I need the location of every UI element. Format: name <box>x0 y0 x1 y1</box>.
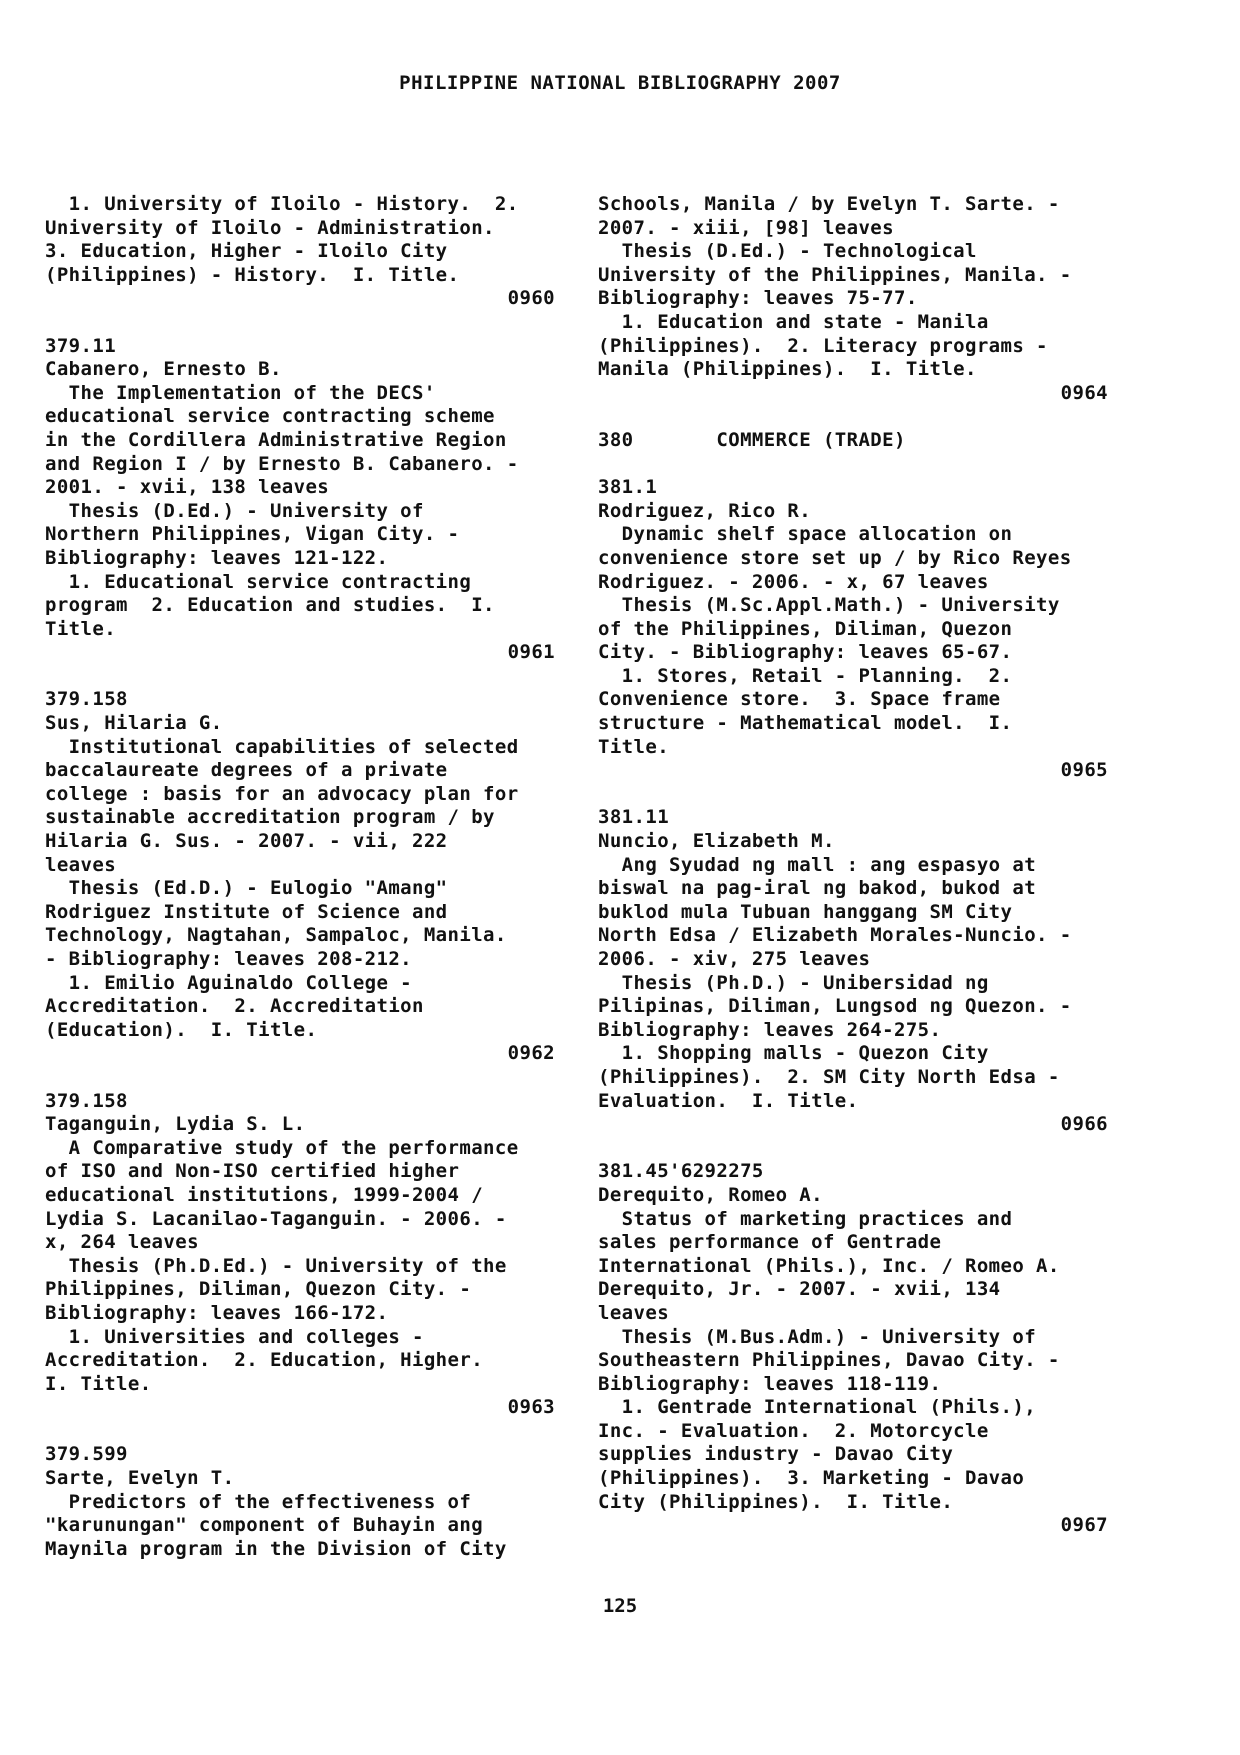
entry-line: of ISO and Non-ISO certified higher <box>45 1160 460 1183</box>
entry-line: Taganguin, Lydia S. L. <box>45 1113 306 1136</box>
entry-line: 1. Stores, Retail - Planning. 2. <box>598 664 1013 687</box>
entry-line: leaves <box>45 853 117 876</box>
bibliography-entry <box>598 193 1108 405</box>
entry-line: City. - Bibliography: leaves 65-67. <box>598 641 1013 664</box>
entry-number: 0960 <box>507 287 555 310</box>
entry-line: Thesis (Ed.D.) - Eulogio "Amang" <box>45 877 448 900</box>
entry-line: Southeastern Philippines, Davao City. - <box>598 1349 1060 1372</box>
entry-line: 379.599 <box>45 1443 128 1466</box>
entry-line: 381.45'6292275 <box>598 1160 764 1183</box>
entry-line: Derequito, Romeo A. <box>598 1183 823 1206</box>
entry-line: Bibliography: leaves 121-122. <box>45 546 389 569</box>
entry-line: North Edsa / Elizabeth Morales-Nuncio. - <box>598 924 1072 947</box>
entry-line: of the Philippines, Diliman, Quezon <box>598 617 1013 640</box>
bibliography-entry <box>45 688 555 1066</box>
entry-line: (Philippines) - History. I. Title. <box>45 263 460 286</box>
entry-line: Inc. - Evaluation. 2. Motorcycle <box>598 1419 989 1442</box>
entry-line: Schools, Manila / by Evelyn T. Sarte. - <box>598 193 1060 215</box>
entry-line: Ang Syudad ng mall : ang espasyo at <box>598 853 1037 876</box>
entry-line: 1. Emilio Aguinaldo College - <box>45 971 413 994</box>
entry-line: x, 264 leaves <box>45 1231 199 1254</box>
entry-line: Rodriguez. - 2006. - x, 67 leaves <box>598 570 989 593</box>
entry-line: Nuncio, Elizabeth M. <box>598 830 835 853</box>
entry-line: Technology, Nagtahan, Sampaloc, Manila. <box>45 924 507 947</box>
entry-line: college : basis for an advocacy plan for <box>45 782 519 805</box>
entry-line: leaves <box>598 1301 670 1324</box>
entry-line: 3. Education, Higher - Iloilo City <box>45 240 448 263</box>
entry-line: Bibliography: leaves 166-172. <box>45 1301 389 1324</box>
entry-line: structure - Mathematical model. I. <box>598 712 1013 735</box>
entry-line: International (Phils.), Inc. / Romeo A. <box>598 1254 1060 1277</box>
entry-line: (Education). I. Title. <box>45 1018 318 1041</box>
entry-line: Rodriguez Institute of Science and <box>45 900 448 923</box>
entry-line: Thesis (M.Sc.Appl.Math.) - University <box>598 594 1060 617</box>
bibliography-entry <box>45 335 555 665</box>
entry-line: sustainable accreditation program / by <box>45 806 495 829</box>
entry-line: and Region I / by Ernesto B. Cabanero. - <box>45 452 519 475</box>
entry-number: 0964 <box>1060 381 1108 404</box>
entry-line: supplies industry - Davao City <box>598 1443 954 1466</box>
entry-number: 0961 <box>507 641 555 664</box>
entry-line: 2006. - xiv, 275 leaves <box>598 948 871 970</box>
entry-line: City (Philippines). I. Title. <box>598 1490 954 1513</box>
entry-line: (Philippines). 2. Literacy programs - <box>598 334 1048 357</box>
entry-line: Northern Philippines, Vigan City. - <box>45 523 460 546</box>
entry-line: Maynila program in the Division of City <box>45 1537 507 1560</box>
entry-line: Lydia S. Lacanilao-Taganguin. - 2006. - <box>45 1207 507 1230</box>
entry-line: educational service contracting scheme <box>45 405 495 428</box>
entry-line: Institutional capabilities of selected <box>45 735 519 758</box>
entry-number: 0966 <box>1060 1113 1108 1136</box>
entry-line: 1. University of Iloilo - History. 2. <box>45 193 519 215</box>
page-number: 125 <box>602 1595 638 1617</box>
entry-line: 2007. - xiii, [98] leaves <box>598 216 894 239</box>
entry-line: Convenience store. 3. Space frame <box>598 688 1001 711</box>
bibliography-entry <box>45 1090 555 1420</box>
entry-line: Hilaria G. Sus. - 2007. - vii, 222 <box>45 830 448 853</box>
entry-line: Thesis (D.Ed.) - Technological <box>598 240 977 263</box>
entry-line: - Bibliography: leaves 208-212. <box>45 948 413 970</box>
entry-line: 379.158 <box>45 688 128 711</box>
entry-line: The Implementation of the DECS' <box>45 381 436 404</box>
bibliography-entry <box>598 429 1108 453</box>
bibliography-entry <box>45 1443 555 1561</box>
entry-line: 1. Educational service contracting <box>45 570 472 593</box>
entry-line: Title. <box>598 735 670 758</box>
entry-line: biswal na pag-iral ng bakod, bukod at <box>598 877 1037 900</box>
entry-line: Accreditation. 2. Accreditation <box>45 995 424 1018</box>
entry-line: (Philippines). 2. SM City North Edsa - <box>598 1065 1060 1088</box>
entry-number: 0963 <box>507 1396 555 1419</box>
entry-line: 1. Gentrade International (Phils.), <box>598 1396 1037 1419</box>
right-column <box>598 193 1108 1561</box>
entry-line: baccalaureate degrees of a private <box>45 759 448 782</box>
entry-line: Derequito, Jr. - 2007. - xvii, 134 <box>598 1278 1001 1301</box>
left-column <box>45 193 555 1585</box>
entry-line: University of Iloilo - Administration. <box>45 216 495 239</box>
entry-line: Philippines, Diliman, Quezon City. - <box>45 1278 472 1301</box>
entry-line: (Philippines). 3. Marketing - Davao <box>598 1467 1025 1490</box>
entry-line: Title. <box>45 617 117 640</box>
entry-line: 380 COMMERCE (TRADE) <box>598 428 906 451</box>
entry-line: Sus, Hilaria G. <box>45 712 223 735</box>
entry-number: 0962 <box>507 1042 555 1065</box>
entry-line: I. Title. <box>45 1372 152 1395</box>
entry-line: 1. Education and state - Manila <box>598 310 989 333</box>
entry-line: Thesis (Ph.D.Ed.) - University of the <box>45 1254 507 1277</box>
entry-number: 0965 <box>1060 759 1108 782</box>
entry-line: University of the Philippines, Manila. - <box>598 263 1072 286</box>
entry-line: 379.11 <box>45 334 117 357</box>
entry-line: Status of marketing practices and <box>598 1207 1013 1230</box>
entry-line: Evaluation. I. Title. <box>598 1089 859 1112</box>
entry-line: Bibliography: leaves 75-77. <box>598 287 918 310</box>
entry-line: Accreditation. 2. Education, Higher. <box>45 1349 484 1372</box>
entry-line: 381.1 <box>598 476 658 499</box>
entry-line: A Comparative study of the performance <box>45 1136 519 1159</box>
entry-line: "karunungan" component of Buhayin ang <box>45 1514 484 1537</box>
entry-line: Bibliography: leaves 264-275. <box>598 1018 942 1041</box>
entry-line: sales performance of Gentrade <box>598 1231 942 1254</box>
entry-line: Dynamic shelf space allocation on <box>598 523 1013 546</box>
entry-number: 0967 <box>1060 1514 1108 1537</box>
entry-line: Predictors of the effectiveness of <box>45 1490 472 1513</box>
entry-line: 379.158 <box>45 1089 128 1112</box>
entry-line: Bibliography: leaves 118-119. <box>598 1372 942 1395</box>
bibliography-entry <box>598 806 1108 1136</box>
entry-line: educational institutions, 1999-2004 / <box>45 1183 484 1206</box>
bibliography-entry <box>598 1160 1108 1538</box>
page-header: PHILIPPINE NATIONAL BIBLIOGRAPHY 2007 <box>399 72 841 94</box>
entry-line: 2001. - xvii, 138 leaves <box>45 476 330 499</box>
entry-line: Thesis (Ph.D.) - Unibersidad ng <box>598 971 989 994</box>
entry-line: Thesis (D.Ed.) - University of <box>45 499 424 522</box>
entry-line: 381.11 <box>598 806 670 829</box>
bibliography-entry <box>598 476 1108 783</box>
entry-line: buklod mula Tubuan hanggang SM City <box>598 900 1013 923</box>
entry-line: in the Cordillera Administrative Region <box>45 428 507 451</box>
entry-line: Manila (Philippines). I. Title. <box>598 358 977 381</box>
entry-line: 1. Shopping malls - Quezon City <box>598 1042 989 1065</box>
entry-line: convenience store set up / by Rico Reyes <box>598 546 1072 569</box>
entry-line: Thesis (M.Bus.Adm.) - University of <box>598 1325 1037 1348</box>
entry-line: Cabanero, Ernesto B. <box>45 358 282 381</box>
entry-line: Pilipinas, Diliman, Lungsod ng Quezon. - <box>598 995 1072 1018</box>
entry-line: Sarte, Evelyn T. <box>45 1467 235 1490</box>
entry-line: program 2. Education and studies. I. <box>45 594 495 617</box>
entry-line: 1. Universities and colleges - <box>45 1325 424 1348</box>
entry-line: Rodriguez, Rico R. <box>598 499 812 522</box>
bibliography-entry <box>45 193 555 311</box>
